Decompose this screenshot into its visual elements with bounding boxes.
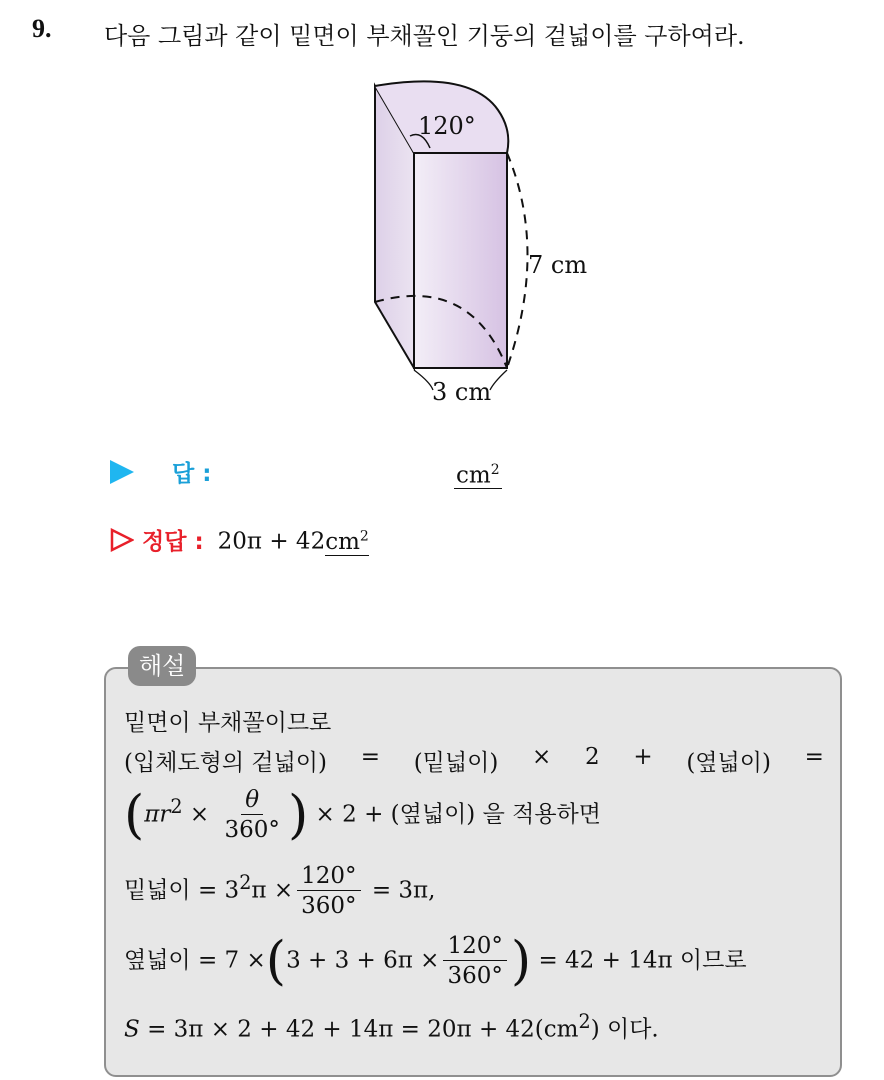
explanation-line-6 <box>124 1010 659 1044</box>
formula-rest: = 42 + 14π 이므로 <box>538 947 747 974</box>
fraction <box>221 786 284 845</box>
variable-s: S <box>124 1016 140 1043</box>
times-sign: × <box>182 801 217 828</box>
answer-unit-text: cm <box>456 462 491 489</box>
answer-unit-exp: 2 <box>490 462 500 478</box>
formula-part: (입체도형의 겉넓이) <box>124 750 328 776</box>
formula-part: (밑넓이) <box>413 750 499 776</box>
formula-part: 2 <box>585 744 600 770</box>
formula-part: = <box>360 744 380 770</box>
side-area-prefix: 옆넓이 = 7 × <box>124 947 266 974</box>
solution-unit-exp: 2 <box>359 528 369 545</box>
radius-label: 3 cm <box>432 378 492 406</box>
explanation-line-3 <box>124 786 601 845</box>
explanation-line-4 <box>124 862 435 921</box>
solution-unit-text: cm <box>325 528 360 555</box>
answer-unit[interactable] <box>454 458 502 489</box>
red-outline-triangle-icon <box>110 528 134 552</box>
question-number: 9. <box>32 14 52 43</box>
left-paren: ( <box>124 785 145 846</box>
question-text: 다음 그림과 같이 밑면이 부채꼴인 기둥의 겉넓이를 구하여라. <box>104 22 745 50</box>
explanation-tag: 해설 <box>128 646 196 686</box>
denominator: 360° <box>301 893 357 919</box>
formula-part: + <box>633 744 653 770</box>
exponent: 2 <box>239 870 252 894</box>
formula-middle: 3 + 3 + 6π × <box>286 947 440 974</box>
formula-rest: ) 이다. <box>590 1016 659 1043</box>
answer-label: 답 : <box>172 461 212 487</box>
explanation-line-5 <box>124 932 747 991</box>
formula-rest: × 2 + (옆넓이) 을 적용하면 <box>315 801 601 828</box>
exponent: 2 <box>578 1010 591 1033</box>
numerator: 120° <box>443 932 506 961</box>
solution-value <box>218 524 369 555</box>
numerator: 120° <box>297 862 360 891</box>
blue-right-triangle-icon <box>110 460 134 484</box>
explanation-line-1: 밑면이 부채꼴이므로 <box>124 710 332 736</box>
exponent: 2 <box>170 794 183 818</box>
formula-rest: = 3π, <box>371 877 436 904</box>
solution-unit <box>325 529 369 556</box>
fraction <box>297 862 360 921</box>
hidden-arc-side <box>507 153 528 368</box>
left-paren: ( <box>265 931 287 992</box>
height-label: 7 cm <box>528 251 588 279</box>
solution-row <box>110 523 369 556</box>
formula-middle: π × <box>251 877 294 904</box>
solution-label: 정답 : <box>142 529 204 555</box>
answer-row <box>110 455 211 488</box>
angle-label: 120° <box>418 112 476 140</box>
formula-part: (옆넓이) <box>686 750 771 776</box>
sector-prism-figure <box>360 70 620 410</box>
formula-part: = <box>804 744 824 770</box>
right-paren: ) <box>510 931 532 992</box>
numerator: θ <box>241 786 263 815</box>
denominator: 360° <box>224 817 280 843</box>
pi-r: πr <box>144 801 171 828</box>
solution-value-text: 20π + 42 <box>217 528 326 555</box>
fraction <box>443 932 506 991</box>
front-face <box>414 153 507 368</box>
base-area-prefix: 밑넓이 = 3 <box>124 877 240 904</box>
denominator: 360° <box>447 963 503 989</box>
right-paren: ) <box>287 785 309 846</box>
formula-middle: = 3π × 2 + 42 + 14π = 20π + 42(cm <box>139 1016 579 1043</box>
formula-part: × <box>532 744 552 770</box>
explanation-line-2 <box>124 744 824 777</box>
